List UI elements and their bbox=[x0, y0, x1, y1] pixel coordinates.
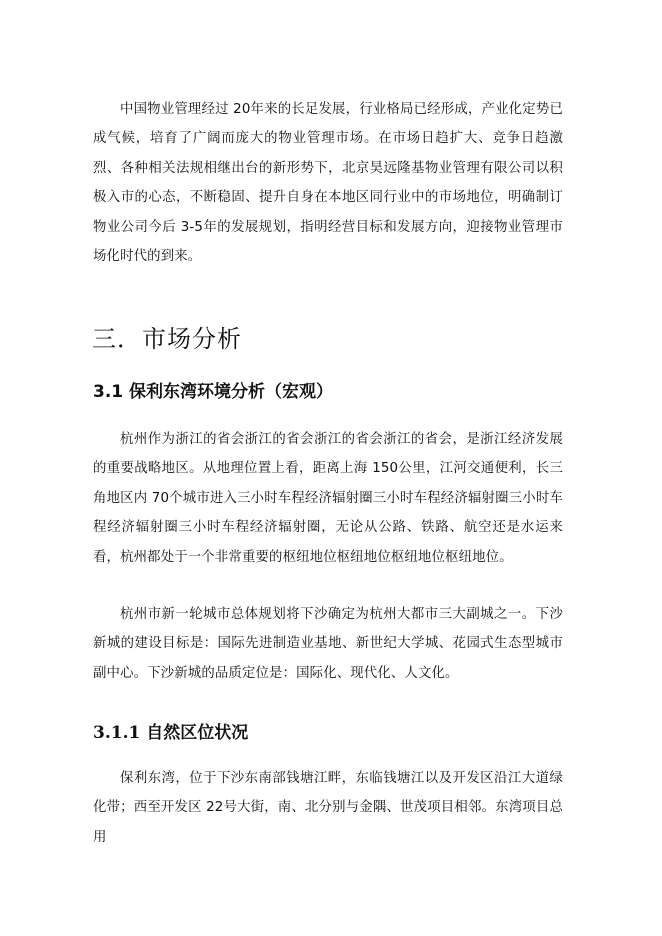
section-heading-market-analysis: 三．市场分析 bbox=[92, 325, 242, 353]
paragraph-location: 保利东湾，位于下沙东南部钱塘江畔，东临钱塘江以及开发区沿江大道绿化带；西至开发区 22号大街，南、北分别与金隅、世茂项目相邻。东湾项目总用 bbox=[93, 771, 563, 845]
intro-paragraph: 中国物业管理经过 20年来的长足发展，行业格局已经形成，产业化定势已成气候，培育了广阔而庞大的物业管理市场。在市场日趋扩大、竞争日趋激烈、各种相关法规相继出台的新形势下，北京昊远隆基物业管理有限公司以积极入市的心态，不断稳固、提升自身在本地区同行业中的市场地位，明确制订物业公司今后 3-5年的发展规划，指明经营目标和发展方向，迎接物业管理市场化时代的到来。 bbox=[93, 102, 563, 265]
sub-subsection-heading-natural-location: 3.1.1 自然区位状况 bbox=[93, 723, 249, 743]
paragraph-hangzhou: 杭州作为浙江的省会浙江的省会浙江的省会浙江的省会，是浙江经济发展的重要战略地区。从地理位置上看，距离上海 150公里，江河交通便利，长三角地区内 70个城市进入三小时车程经济辐射圈三小时车程经济辐射圈三小时车程经济辐射圈三小时车程经济辐射圈，无论从公路、铁路、航空还是水运来看，杭州都处于一个非常重要的枢纽地位枢纽地位枢纽地位枢纽地位。 bbox=[93, 432, 563, 565]
subsection-heading-environment-analysis: 3.1 保利东湾环境分析（宏观） bbox=[93, 382, 334, 402]
paragraph-xiasha: 杭州市新一轮城市总体规划将下沙确定为杭州大都市三大副城之一。下沙新城的建设目标是：国际先进制造业基地、新世纪大学城、花园式生态型城市副中心。下沙新城的品质定位是：国际化、现代化、人文化。 bbox=[93, 607, 563, 681]
